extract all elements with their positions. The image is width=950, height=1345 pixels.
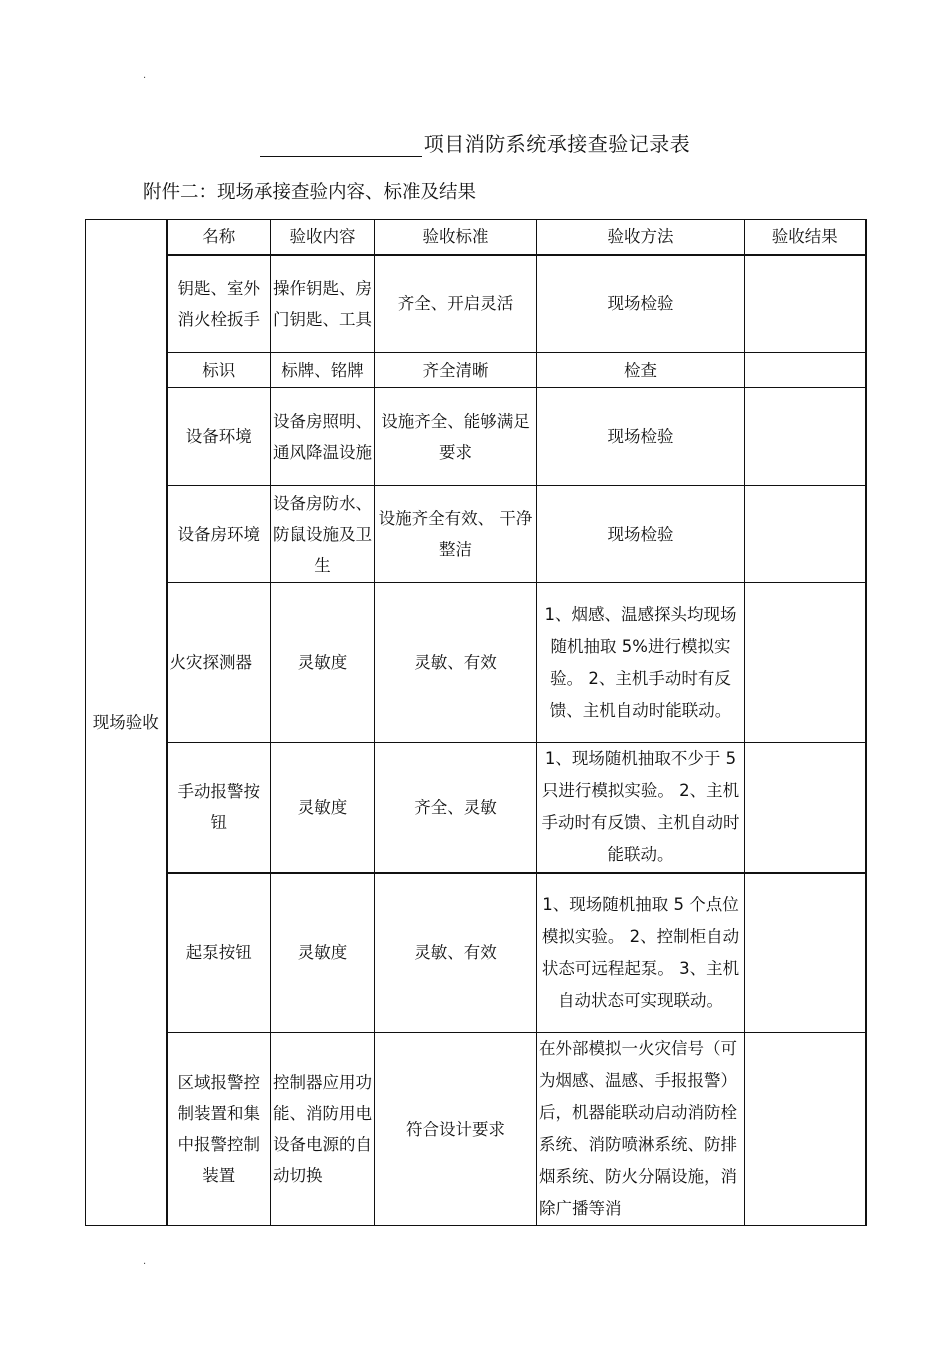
row-result[interactable]	[745, 873, 866, 1033]
row-method: 1、现场随机抽取 5 个点位模拟实验。 2、控制柜自动状态可远程起泵。 3、主机自动状态可实现联动。	[537, 873, 745, 1033]
header-name: 名称	[167, 220, 271, 255]
row-method: 现场检验	[537, 486, 745, 583]
row-result[interactable]	[745, 1033, 866, 1226]
title-blank-line	[260, 136, 422, 157]
row-content: 操作钥匙、房门钥匙、工具	[271, 255, 375, 353]
row-standard: 灵敏、有效	[375, 873, 537, 1033]
title-text: 项目消防系统承接查验记录表	[423, 132, 691, 156]
row-result[interactable]	[745, 255, 866, 353]
table-row	[86, 1033, 866, 1226]
row-name: 火灾探测器	[167, 583, 271, 743]
row-content: 标牌、铭牌	[271, 353, 375, 388]
row-content: 灵敏度	[271, 583, 375, 743]
bottom-mark: .	[143, 1256, 147, 1267]
row-result[interactable]	[745, 388, 866, 486]
row-name: 钥匙、室外消火栓扳手	[167, 255, 271, 353]
row-content: 设备房照明、通风降温设施	[271, 388, 375, 486]
row-method: 检查	[537, 353, 745, 388]
row-content: 灵敏度	[271, 873, 375, 1033]
row-standard: 灵敏、有效	[375, 583, 537, 743]
row-method: 1、烟感、温感探头均现场随机抽取 5%进行模拟实验。 2、主机手动时有反馈、主机自动时能联动。	[537, 583, 745, 743]
table-row	[86, 486, 866, 583]
table-row	[86, 255, 866, 353]
row-method: 现场检验	[537, 255, 745, 353]
row-name: 设备房环境	[167, 486, 271, 583]
row-content: 设备房防水、防鼠设施及卫生	[271, 486, 375, 583]
table-row	[86, 583, 866, 743]
inspection-table	[85, 219, 867, 1226]
row-result[interactable]	[745, 743, 866, 873]
row-method: 1、现场随机抽取不少于 5 只进行模拟实验。 2、主机手动时有反馈、主机自动时能联动。	[537, 743, 745, 873]
table-row	[86, 873, 866, 1033]
header-method: 验收方法	[537, 220, 745, 255]
row-content: 控制器应用功能、消防用电设备电源的自动切换	[271, 1033, 375, 1226]
row-standard: 齐全、灵敏	[375, 743, 537, 873]
header-standard: 验收标准	[375, 220, 537, 255]
row-method: 现场检验	[537, 388, 745, 486]
top-mark: .	[143, 70, 147, 81]
table-row	[86, 743, 866, 873]
row-standard: 齐全、开启灵活	[375, 255, 537, 353]
row-name: 起泵按钮	[167, 873, 271, 1033]
subtitle: 附件二：现场承接查验内容、标准及结果	[143, 182, 477, 203]
header-content: 验收内容	[271, 220, 375, 255]
row-standard: 设施齐全有效、 干净整洁	[375, 486, 537, 583]
row-result[interactable]	[745, 583, 866, 743]
row-standard: 设施齐全、能够满足要求	[375, 388, 537, 486]
row-result[interactable]	[745, 486, 866, 583]
page-title	[0, 128, 950, 157]
row-name: 手动报警按钮	[167, 743, 271, 873]
row-content: 灵敏度	[271, 743, 375, 873]
table-row	[86, 388, 866, 486]
row-method: 在外部模拟一火灾信号（可为烟感、温感、手报报警）后，机器能联动启动消防栓系统、消防喷淋系统、防排烟系统、防火分隔设施，消除广播等消	[537, 1033, 745, 1226]
header-result: 验收结果	[745, 220, 866, 255]
row-name: 区域报警控制装置和集中报警控制装置	[167, 1033, 271, 1226]
table-row	[86, 353, 866, 388]
row-standard: 齐全清晰	[375, 353, 537, 388]
row-standard: 符合设计要求	[375, 1033, 537, 1226]
section-label-cell: 现场验收	[86, 220, 167, 1226]
row-result[interactable]	[745, 353, 866, 388]
row-name: 设备环境	[167, 388, 271, 486]
row-name: 标识	[167, 353, 271, 388]
